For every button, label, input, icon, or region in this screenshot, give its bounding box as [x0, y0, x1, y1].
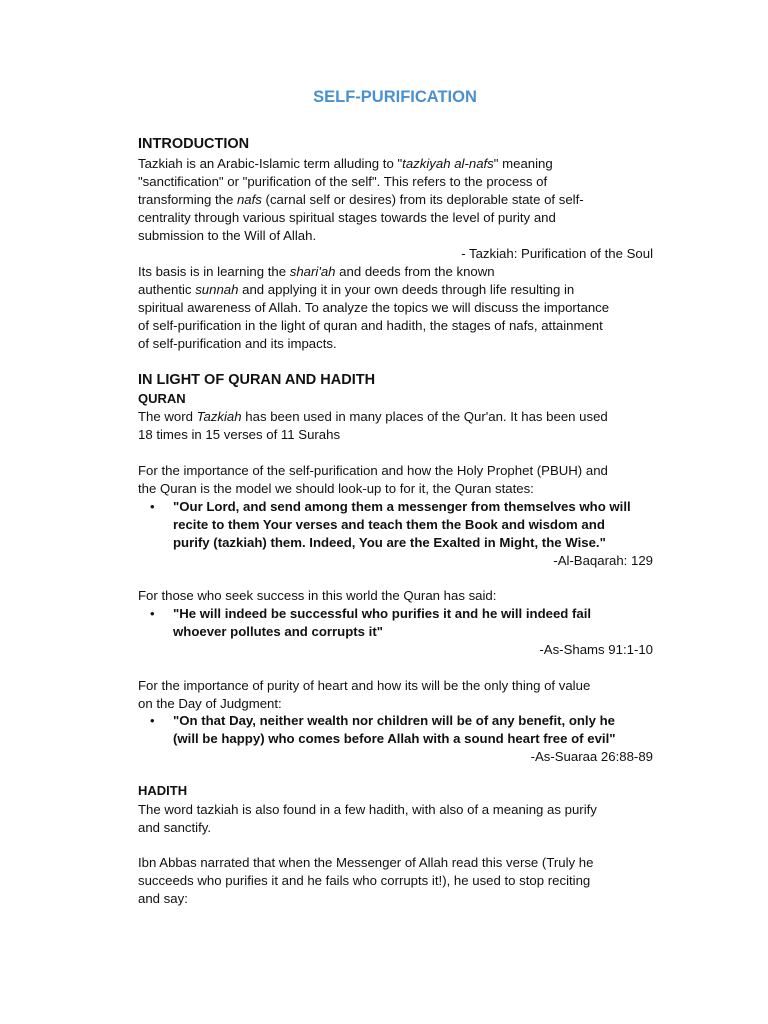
page-title: SELF-PURIFICATION [313, 88, 477, 106]
bullet-marker: • [150, 713, 155, 728]
intro-paragraph-2: Its basis is in learning the shari'ah and deeds from the known authentic sunnah and applying it in your own deeds through life resulting in spiritual awareness of Allah. To analyze the topics we will discuss the importance of self-purification in the light of quran and hadith, the stages of nafs, attainment of self-purification and its impacts. [138, 264, 610, 351]
intro-attribution: - Tazkiah: Purification of the Soul [461, 246, 653, 261]
quran-paragraph-4: For the importance of purity of heart and how its will be the only thing of value on the Day of Judgment: [138, 678, 591, 711]
quote-2-reference: -As-Shams 91:1-10 [539, 642, 653, 657]
quran-subheading: QURAN [138, 391, 186, 406]
intro-paragraph-1: Tazkiah is an Arabic-Islamic term alluding to "tazkiyah al-nafs" meaning "sanctification" or "purification of the self". This refers to the process of transforming the nafs (carnal self or desires) from its deplorable state of self- centrality through various spiritual stages towards the level of purity and submission to the Will of Allah. [138, 156, 584, 243]
light-of-quran-heading: IN LIGHT OF QURAN AND HADITH [138, 372, 376, 388]
quote-3-reference: -As-Suaraa 26:88-89 [530, 749, 653, 764]
quran-paragraph-2: For the importance of the self-purification and how the Holy Prophet (PBUH) and the Quran is the model we should look-up to for it, the Quran states: [138, 463, 608, 496]
hadith-subheading: HADITH [138, 783, 188, 798]
quran-paragraph-3: For those who seek success in this world the Quran has said: [138, 588, 497, 603]
quran-paragraph-1: The word Tazkiah has been used in many places of the Qur'an. It has been used 18 times in 15 verses of 11 Surahs [138, 409, 608, 442]
bullet-marker: • [150, 499, 155, 514]
quote-1-reference: -Al-Baqarah: 129 [553, 553, 653, 568]
hadith-paragraph-2: Ibn Abbas narrated that when the Messenger of Allah read this verse (Truly he succeeds who purifies it and he fails who corrupts it!), he used to stop reciting and say: [138, 855, 594, 906]
introduction-heading: INTRODUCTION [138, 136, 250, 152]
quran-quote-2: "He will indeed be successful who purifies it and he will indeed fail whoever pollutes and corrupts it" [173, 606, 592, 639]
quran-quote-3: "On that Day, neither wealth nor children will be of any benefit, only he (will be happy) who comes before Allah with a sound heart free of evil" [173, 713, 616, 746]
bullet-marker: • [150, 606, 155, 621]
hadith-paragraph-1: The word tazkiah is also found in a few hadith, with also of a meaning as purify and sanctify. [138, 802, 597, 835]
quran-quote-1: "Our Lord, and send among them a messenger from themselves who will recite to them Your verses and teach them the Book and wisdom and purify (tazkiah) them. Indeed, You are the Exalted in Might, the Wise." [173, 499, 631, 550]
